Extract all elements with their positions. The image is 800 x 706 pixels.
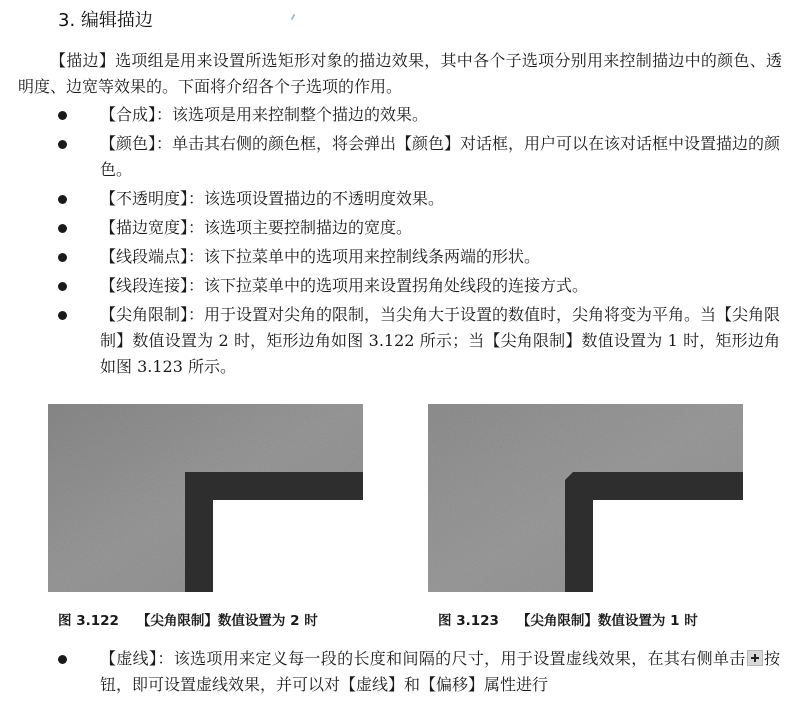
scan-speck	[291, 14, 296, 20]
bullet-text-after: 按钮，即可设置虚线效果，并可以对【虚线】和【偏移】属性进行	[100, 649, 780, 694]
bullet-text: 【线段端点】：该下拉菜单中的选项用来控制线条两端的形状。	[100, 247, 541, 266]
bullet-text: 【颜色】：单击其右侧的颜色框，将会弹出【颜色】对话框，用户可以在该对话框中设置描边的颜色。	[100, 134, 781, 179]
section-heading: 3. 编辑描边	[58, 10, 153, 31]
bullet-text: 【描边宽度】：该选项主要控制描边的宽度。	[100, 218, 413, 237]
bullet-text: 【线段连接】：该下拉菜单中的选项用来设置拐角处线段的连接方式。	[100, 276, 589, 295]
bullet-dot-icon	[58, 140, 67, 149]
bullet-dot-icon	[58, 311, 67, 320]
bullet-list	[0, 102, 800, 383]
bullet-item-opacity	[0, 186, 800, 212]
bullet-dot-icon	[58, 224, 67, 233]
bullet-item-stroke-width	[0, 215, 800, 241]
bullet-item-line-join	[0, 273, 800, 299]
plus-icon	[747, 650, 763, 666]
figure-caption-text: 【尖角限制】数值设置为 2 时	[136, 613, 318, 629]
bullet-text: 【合成】：该选项是用来控制整个描边的效果。	[100, 105, 429, 124]
figure-caption-1	[58, 609, 318, 629]
figure-number: 图 3.123	[438, 613, 499, 629]
bullet-item-color	[0, 131, 800, 183]
bullet-item-line-cap	[0, 244, 800, 270]
bullet-text: 【不透明度】：该选项设置描边的不透明度效果。	[100, 189, 445, 208]
bullet-text-before: 【虚线】：该选项用来定义每一段的长度和间隔的尺寸，用于设置虚线效果，在其右侧单击	[100, 649, 746, 668]
intro-paragraph: 【描边】选项组是用来设置所选矩形对象的描边效果，其中各个子选项分别用来控制描边中的颜色、透明度、边宽等效果的。下面将介绍各个子选项的作用。	[18, 51, 782, 96]
bullet-dot-icon	[58, 253, 67, 262]
figure-image-beveled	[428, 404, 743, 592]
figure-miter-1	[428, 404, 743, 592]
figure-caption-2	[438, 609, 698, 629]
bullet-item-miter-limit	[0, 302, 800, 380]
bullet-dot-icon	[58, 282, 67, 291]
figure-caption-text: 【尖角限制】数值设置为 1 时	[516, 613, 698, 629]
bullet-dot-icon	[58, 195, 67, 204]
figure-number: 图 3.122	[58, 613, 119, 629]
bullet-item-dashed	[0, 646, 800, 698]
bullet-dot-icon	[58, 655, 67, 664]
figure-miter-2	[48, 404, 363, 592]
bullet-text: 【尖角限制】：用于设置对尖角的限制，当尖角大于设置的数值时，尖角将变为平角。当【尖角限制】数值设置为 2 时，矩形边角如图 3.122 所示；当【尖角限制】数值设置为 1 时，矩形边角如图 3.123 所示。	[100, 305, 781, 376]
figure-image-mitered	[48, 404, 363, 592]
bullet-item-composite	[0, 102, 800, 128]
bullet-dot-icon	[58, 111, 67, 120]
bottom-bullet-list	[0, 646, 800, 701]
